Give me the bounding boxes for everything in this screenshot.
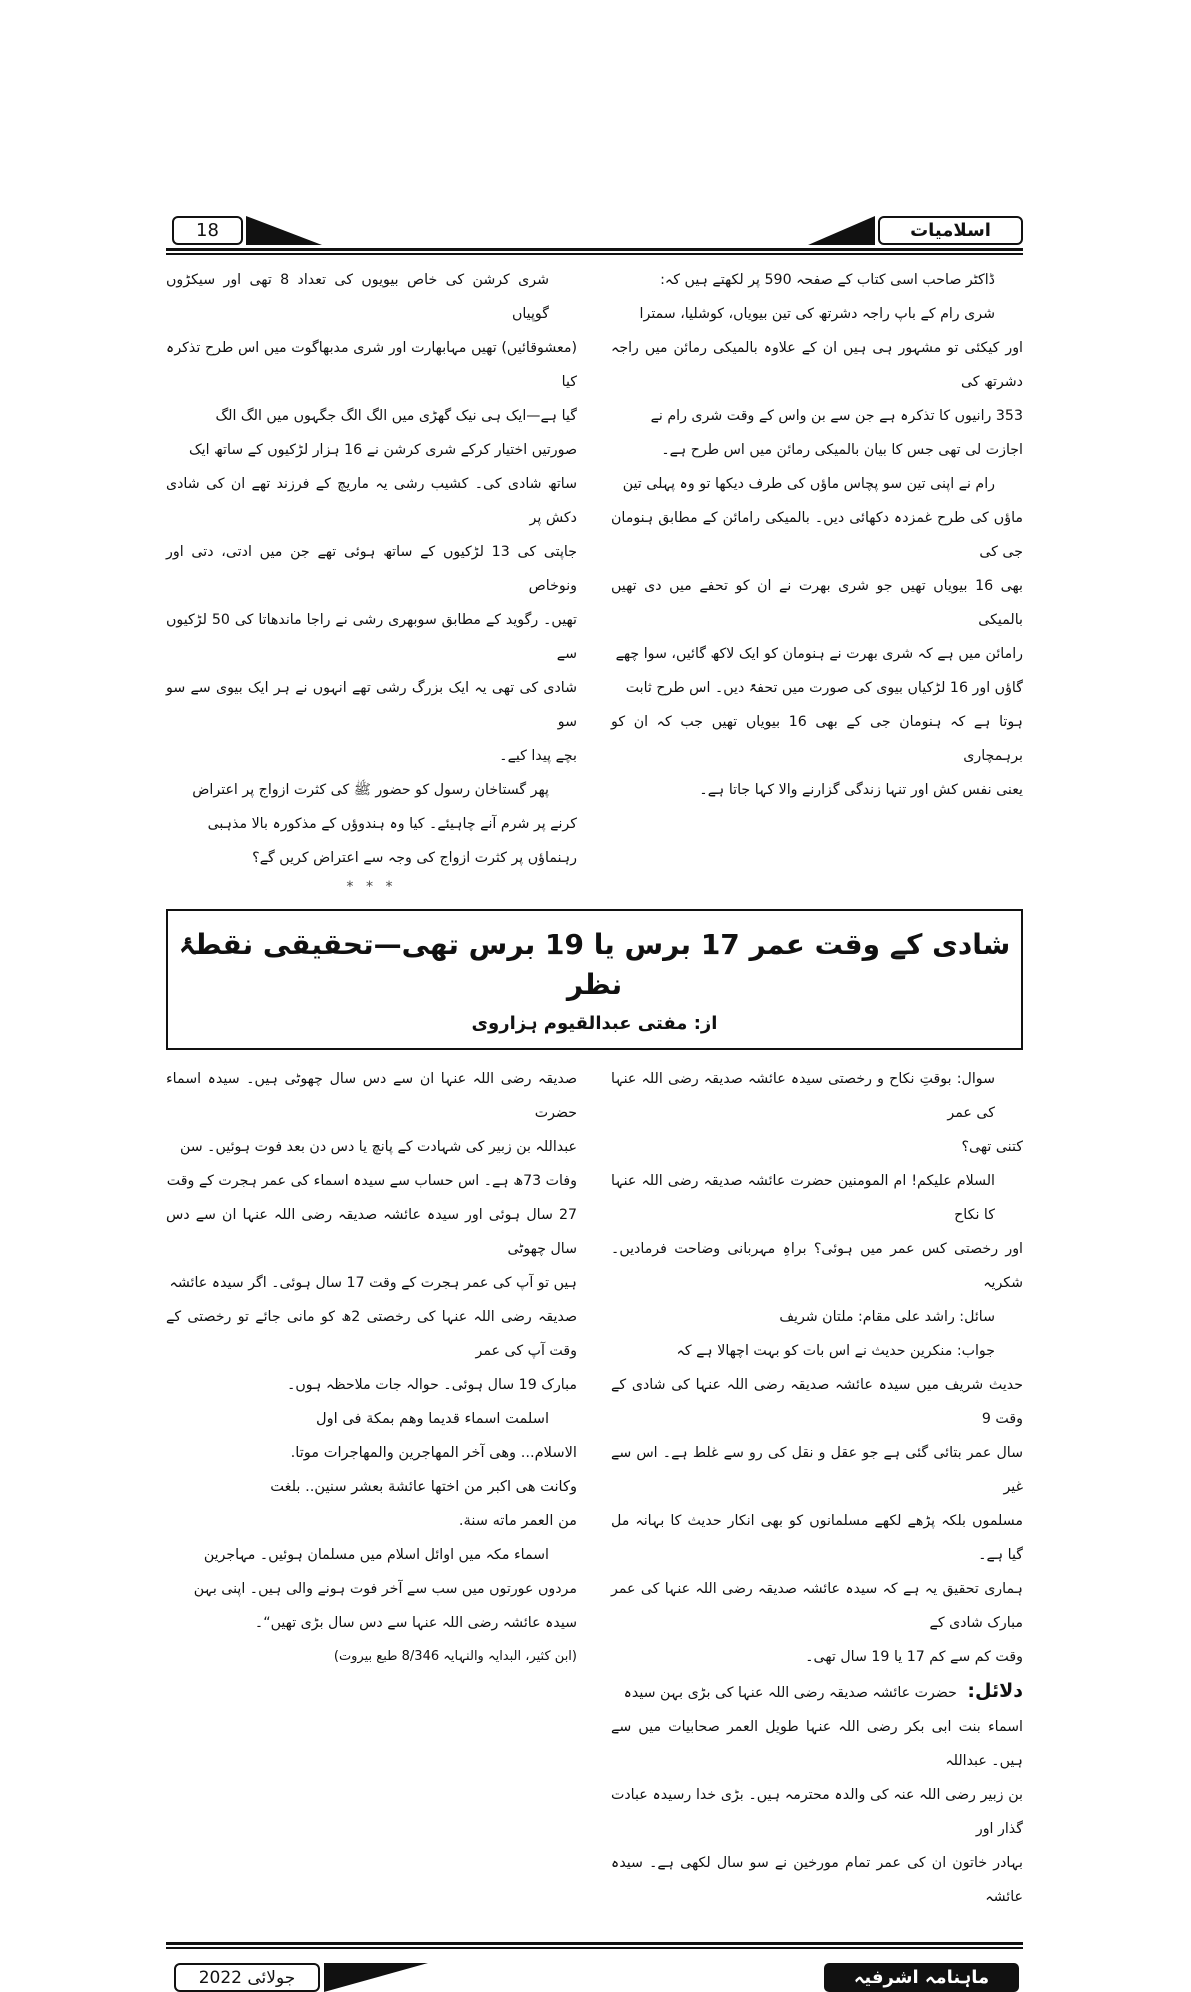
top-columns [166,263,1023,899]
arabic-quote-line: الاسلام... وهى آخر المهاجرين والمهاجرات موتا. [290,1444,577,1461]
question-line: سوال: بوقتِ نکاح و رخصتی سیدہ عائشہ صدیقہ رضی اللہ عنہا کی عمر [611,1071,995,1121]
text-line: رہنماؤں پر کثرت ازواج کی وجہ سے اعتراض کریں گے؟ [252,850,577,866]
text-line: اسماء مکہ میں اوائل اسلام میں مسلمان ہوئیں۔ مہاجرین [203,1547,549,1563]
magazine-name-box [824,1963,1019,1992]
text-line: مبارک 19 سال ہوئی۔ حوالہ جات ملاحظہ ہوں۔ [287,1377,577,1393]
text-line: یعنی نفس کش اور تنہا زندگی گزارنے والا کہا جاتا ہے۔ [699,782,1023,798]
arabic-quote-line: من العمر ماته سنة. [458,1512,577,1529]
page-footer [166,1963,1023,1992]
text-line: رامائن میں ہے کہ شری بھرت نے ہنومان کو ایک لاکھ گائیں، سوا چھے [615,646,1023,662]
bottom-right-column [611,1062,1023,1914]
magazine-name: ماہنامہ اشرفیہ [853,1967,990,1988]
text-line: صورتیں اختیار کرکے شری کرشن نے 16 ہزار لڑکیوں کے ساتھ ایک [188,442,577,458]
citation: (ابن کثیر، البدایہ والنہایہ 8/346 طبع بیروت) [333,1649,577,1664]
text-line: ہوتا ہے کہ ہنومان جی کے بھی 16 بیویاں تھیں جب کہ ان کو برہمچاری [611,714,1023,764]
section-separator: * * * [346,879,397,895]
bottom-left-column [166,1062,577,1674]
page-number-box [172,216,243,245]
text-line: شری کرشن کی خاص بیویوں کی تعداد 8 تھی اور سیکڑوں گوپیاں [166,272,549,322]
text-line: حدیث شریف میں سیدہ عائشہ صدیقہ رضی اللہ عنہا کی شادی کے وقت 9 [611,1377,1023,1427]
text-line: مردوں عورتوں میں سب سے آخر فوت ہونے والی ہیں۔ اپنی بہن [193,1581,577,1597]
text-line: مسلموں بلکہ پڑھے لکھے مسلمانوں کو بھی انکار حدیث کا بہانہ مل گیا ہے۔ [611,1513,1023,1563]
footer-divider [166,1942,1023,1949]
section-label: اسلامیات [910,220,991,241]
text-line: بھی 16 بیویاں تھیں جو شری بھرت نے ان کو تحفے میں دی تھیں بالمیکی [611,578,1023,628]
text-line: گیا ہے—ایک ہی نیک گھڑی میں الگ الگ جگہوں میں الگ الگ [215,408,577,424]
text-line: وفات 73ھ ہے۔ اس حساب سے سیدہ اسماء کی عمر ہجرت کے وقت [166,1173,577,1189]
text-line: اور کیکئی تو مشہور ہی ہیں ان کے علاوہ بالمیکی رمائن میں راجہ دشرتھ کی [611,340,1023,390]
text-line: سال عمر بتائی گئی ہے جو عقل و نقل کی رو سے غلط ہے۔ اس سے غیر [611,1445,1023,1495]
arabic-quote-line: وكانت هى اكبر من اختها عائشة بعشر سنين.. بلغت [270,1478,577,1495]
header-left-wedge [246,216,322,245]
header-divider [166,248,1023,255]
issue-date: جولائی 2022 [198,1967,296,1988]
article-title-box [166,909,1023,1050]
issue-date-box [174,1963,320,1992]
text-line: کرنے پر شرم آنے چاہیئے۔ کیا وہ ہندوؤں کے مذکورہ بالا مذہبی [207,816,577,832]
text-line: ڈاکٹر صاحب اسی کتاب کے صفحہ 590 پر لکھتے ہیں کہ: [660,272,995,288]
text-line: 27 سال ہوئی اور سیدہ عائشہ صدیقہ رضی اللہ عنہا ان سے دس سال چھوٹی [166,1207,577,1257]
answer-line: جواب: منکرین حدیث نے اس بات کو بہت اچھالا ہے کہ [676,1343,995,1359]
section-label-box [878,216,1023,245]
questioner-line: سائل: راشد علی مقام: ملتان شریف [779,1309,995,1325]
text-line: وقت کم سے کم 17 یا 19 سال تھی۔ [805,1649,1023,1665]
dalail-line [611,1674,1023,1710]
magazine-page [166,0,1023,1992]
article-title: شادی کے وقت عمر 17 برس یا 19 برس تھی—تحقیقی نقطۂ نظر [178,928,1011,1001]
text-line: جاپتی کی 13 لڑکیوں کے ساتھ ہوئی تھے جن میں ادتی، دتی اور ونوخاص [166,544,578,594]
text-line: رام نے اپنی تین سو پچاس ماؤں کی طرف دیکھا تو وہ پہلی تین [622,476,995,492]
header-right-wedge [808,216,875,245]
text-line: شادی کی تھی یہ ایک بزرگ رشی تھے انہوں نے ہر ایک بیوی سے سو سو [166,680,577,730]
top-right-column [611,263,1023,807]
footer-wedge [324,1963,428,1992]
text-line: گاؤں اور 16 لڑکیاں بیوی کی صورت میں تحفۃً دیں۔ اس طرح ثابت [625,680,1023,696]
question-line: کتنی تھی؟ [961,1139,1023,1155]
page-header [166,216,1023,245]
text-line: اسماء بنت ابی بکر رضی اللہ عنہا طویل العمر صحابیات میں سے ہیں۔ عبداللہ [611,1719,1023,1769]
text-line: بچے پیدا کیے۔ [499,748,577,764]
bottom-columns [166,1062,1023,1914]
text-line: سیدہ عائشہ رضی اللہ عنہا سے دس سال بڑی تھیں“۔ [254,1615,577,1631]
text-line: 353 رانیوں کا تذکرہ ہے جن سے بن واس کے وقت شری رام نے [650,408,1023,424]
text-line: عبداللہ بن زبیر کی شہادت کے پانچ یا دس دن بعد فوت ہوئیں۔ سن [179,1139,577,1155]
text-line: ماؤں کی طرح غمزدہ دکھائی دیں۔ بالمیکی رامائن کے مطابق ہنومان جی کی [611,510,1023,560]
text-line: (معشوقائیں) تھیں مہابھارت اور شری مدبھاگوت میں اس طرح تذکرہ کیا [166,340,577,390]
page-number: 18 [196,220,219,241]
text-line: تھیں۔ رگوید کے مطابق سوبھری رشی نے راجا ماندھاتا کی 50 لڑکیوں سے [166,612,577,662]
text-line: ہماری تحقیق یہ ہے کہ سیدہ عائشہ صدیقہ رضی اللہ عنہا کی عمر مبارک شادی کے [611,1581,1023,1631]
text-line: صدیقہ رضی اللہ عنہا کی رخصتی 2ھ کو مانی جائے تو رخصتی کے وقت آپ کی عمر [166,1309,577,1359]
text-line: بہادر خاتون ان کی عمر تمام مورخین نے سو سال لکھی ہے۔ سیدہ عائشہ [611,1855,1023,1905]
text-line: اور رخصتی کس عمر میں ہوئی؟ براہِ مہربانی وضاحت فرمادیں۔ شکریہ [611,1241,1023,1291]
text-line: اجازت لی تھی جس کا بیان بالمیکی رمائن میں اس طرح ہے۔ [661,442,1023,458]
dalail-label: دلائل: [967,1680,1023,1702]
text-line: السلام علیکم! ام المومنین حضرت عائشہ صدیقہ رضی اللہ عنہا کا نکاح [611,1173,995,1223]
text-line: ہیں تو آپ کی عمر ہجرت کے وقت 17 سال ہوئی۔ اگر سیدہ عائشہ [169,1275,577,1291]
text-line: صدیقہ رضی اللہ عنہا ان سے دس سال چھوٹی ہیں۔ سیدہ اسماء حضرت [166,1071,577,1121]
top-left-column [166,263,577,899]
text-line: پھر گستاخان رسول کو حضور ﷺ کی کثرت ازواج پر اعتراض [192,782,549,798]
text-line: ساتھ شادی کی۔ کشیب رشی یہ ماریچ کے فرزند تھے ان کی شادی دکش پر [166,476,577,526]
text-line: بن زبیر رضی اللہ عنہ کی والدہ محترمہ ہیں۔ بڑی خدا رسیدہ عبادت گذار اور [611,1787,1023,1837]
arabic-quote-line: اسلمت اسماء قديما وهم بمكة فى اول [315,1410,549,1427]
text-line: حضرت عائشہ صدیقہ رضی اللہ عنہا کی بڑی بہن سیدہ [623,1685,957,1701]
article-byline: از: مفتی عبدالقیوم ہزاروی [471,1013,718,1034]
text-line: شری رام کے باپ راجہ دشرتھ کی تین بیویاں، کوشلیا، سمترا [639,306,995,322]
